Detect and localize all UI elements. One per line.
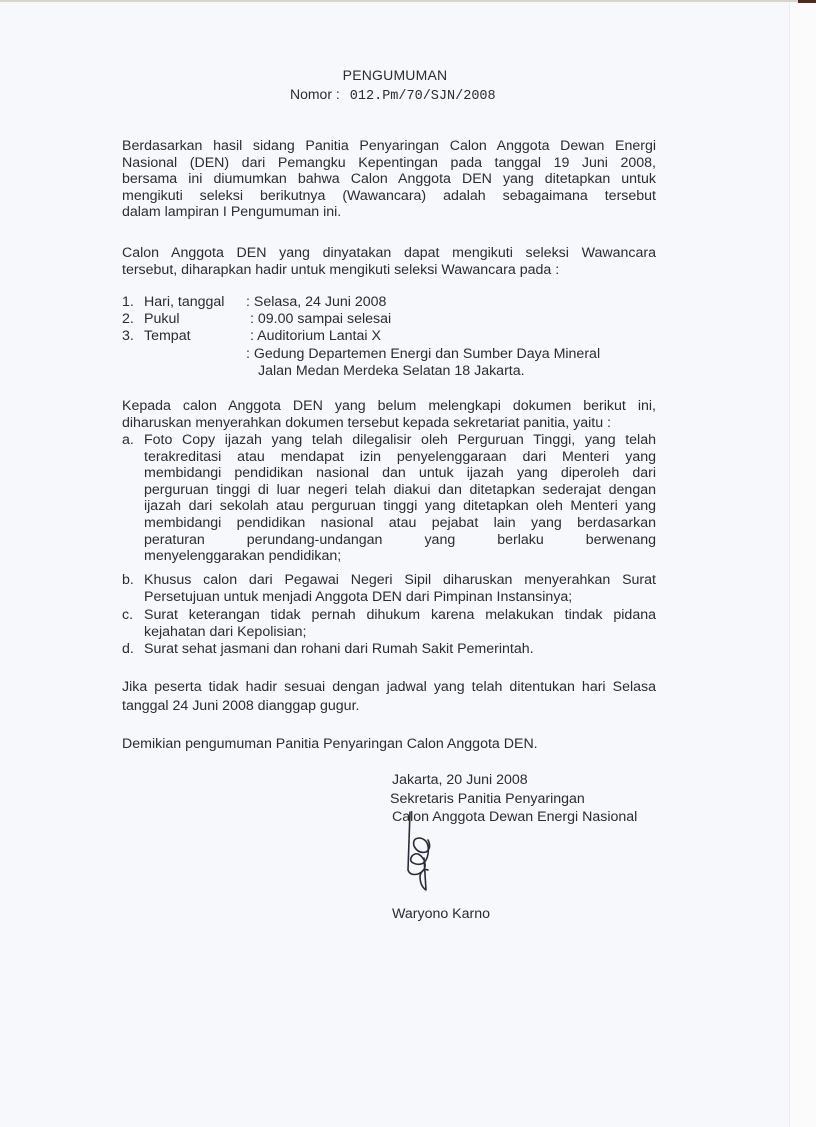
documents-intro-line: Kepada calon Anggota DEN yang belum melengkapi dokumen berikut ini, [122,398,656,414]
invite-paragraph [122,245,656,278]
document-number [290,86,496,104]
requirement-marker: b. [122,572,134,588]
invite-line: tersebut, diharapkan hadir untuk mengikuti seleksi Wawancara pada : [122,261,560,278]
requirement-marker: c. [122,607,134,623]
schedule-item-value: : Selasa, 24 Juni 2008 [246,294,387,310]
schedule-item-label: Tempat [144,328,191,344]
invite-line: Calon Anggota DEN yang dinyatakan dapat mengikuti seleksi Wawancara [122,245,656,261]
handwritten-signature-icon [398,810,448,892]
requirement-marker: d. [122,641,134,657]
intro-line: mengikuti seleksi berikutnya (Wawancara) adalah sebagaimana tersebut [122,187,656,204]
signatory-name: Waryono Karno [392,906,491,922]
requirement-item [144,432,656,565]
schedule-location-line: Jalan Medan Merdeka Selatan 18 Jakarta. [258,363,525,379]
requirement-line: Khusus calon dari Pegawai Negeri Sipil diharuskan menyerahkan Surat [144,572,656,588]
documents-intro-paragraph [122,398,656,431]
signature-place-date: Jakarta, 20 Juni 2008 [392,772,528,788]
requirement-item [144,641,656,658]
documents-intro-line: diharuskan menyerahkan dokumen tersebut kepada sekretariat panitia, yaitu : [122,414,611,431]
requirement-line: Surat keterangan tidak pernah dihukum karena melakukan tindak pidana [144,607,656,623]
schedule-location-line: : Gedung Departemen Energi dan Sumber Daya Mineral [246,346,601,362]
requirement-line: menyelenggarakan pendidikan; [144,548,342,565]
intro-paragraph [122,138,656,221]
requirement-line: Surat sehat jasmani dan rohani dari Rumah Sakit Pemerintah. [144,641,534,657]
absence-paragraph [122,678,656,716]
requirement-line: membidangi pendidikan nasional dan untuk ijazah yang diperoleh dari [144,465,656,482]
requirement-line: Foto Copy ijazah yang telah dilegalisir oleh Perguruan Tinggi, yang telah [144,432,656,448]
requirement-marker: a. [122,432,134,448]
absence-line: Jika peserta tidak hadir sesuai dengan jadwal yang telah ditentukan hari Selasa [122,679,656,695]
schedule-item-label: Hari, tanggal [144,294,225,310]
requirement-line: perguruan tinggi di luar negeri telah diakui dan ditetapkan sederajat dengan [144,481,656,498]
requirement-line: membidangi pendidikan nasional atau pejabat lain yang berdasarkan [144,514,656,531]
intro-line: Nasional (DEN) dari Pemangku Kepentingan pada tanggal 19 Juni 2008, [122,154,656,171]
document-number-label: Nomor : [290,86,340,102]
intro-line: Berdasarkan hasil sidang Panitia Penyaringan Calon Anggota Dewan Energi [122,138,656,154]
requirement-line: peraturan perundang-undangan yang berlaku berwenang [144,531,656,548]
requirement-item [144,607,656,640]
signature-position-line: Calon Anggota Dewan Energi Nasional [392,809,638,825]
document-title: PENGUMUMAN [342,67,448,83]
intro-line: dalam lampiran I Pengumuman ini. [122,204,342,221]
schedule-item-value: : 09.00 sampai selesai [250,311,392,327]
requirement-item [144,572,656,605]
requirement-line: ijazah dari sekolah atau perguruan tinggi yang ditetapkan oleh Menteri yang [144,498,656,515]
absence-line: tanggal 24 Juni 2008 dianggap gugur. [122,698,360,714]
intro-line: bersama ini diumumkan bahwa Calon Anggota DEN yang ditetapkan untuk [122,171,656,188]
schedule-item-num: 2. [122,311,134,327]
schedule-item-num: 3. [122,328,134,344]
requirement-line: Persetujuan untuk menjadi Anggota DEN dari Pimpinan Instansinya; [144,588,573,605]
signature-position-line: Sekretaris Panitia Penyaringan [390,791,585,807]
document-number-value: 012.Pm/70/SJN/2008 [349,89,496,104]
requirement-line: kejahatan dari Kepolisian; [144,623,307,640]
requirement-line: terakreditasi atau mendapat izin penyelenggaraan dari Menteri yang [144,448,656,465]
schedule-item-value: : Auditorium Lantai X [250,328,381,344]
closing-statement: Demikian pengumuman Panitia Penyaringan Calon Anggota DEN. [122,736,538,752]
schedule-item-num: 1. [122,294,134,310]
schedule-item-label: Pukul [144,311,180,327]
